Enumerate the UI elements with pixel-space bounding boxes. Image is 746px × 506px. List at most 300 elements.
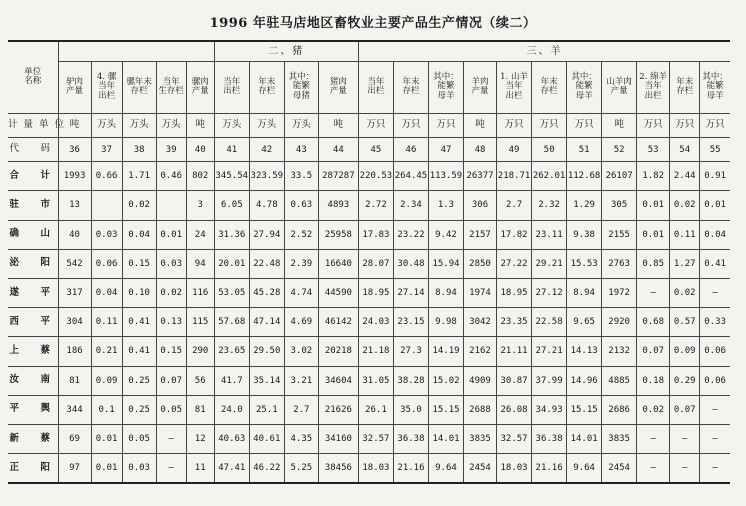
data-cell: 0.03	[122, 454, 156, 483]
data-cell: 44590	[318, 279, 358, 308]
data-cell: 22.58	[532, 308, 567, 337]
data-cell: 2688	[464, 395, 497, 424]
data-cell: 2.7	[284, 395, 318, 424]
data-cell: 0.02	[637, 395, 670, 424]
data-cell: 18.95	[358, 279, 393, 308]
column-header: 其中： 能繁 母猪	[284, 61, 318, 113]
data-cell: 290	[186, 337, 214, 366]
data-cell: 4893	[318, 191, 358, 220]
code-cell: 43	[284, 138, 318, 162]
unit-cell: 万头	[156, 113, 186, 137]
data-cell: 0.02	[122, 191, 156, 220]
units-row-label: 计量单位	[8, 113, 58, 137]
unit-cell: 万头	[91, 113, 122, 137]
unit-cell: 万只	[428, 113, 463, 137]
data-cell: 113.59	[428, 162, 463, 191]
data-cell: 1.71	[122, 162, 156, 191]
code-cell: 53	[637, 138, 670, 162]
data-cell: 29.50	[249, 337, 284, 366]
data-cell: 33.5	[284, 162, 318, 191]
data-cell: —	[700, 395, 730, 424]
data-cell: 40	[58, 220, 91, 249]
data-cell: 26.08	[497, 395, 532, 424]
code-cell: 54	[670, 138, 700, 162]
code-cell: 42	[249, 138, 284, 162]
data-cell: 186	[58, 337, 91, 366]
data-cell: 8.94	[567, 279, 602, 308]
row-name: 平 舆	[8, 395, 58, 424]
column-header: 年末 存栏	[532, 61, 567, 113]
data-cell: 0.25	[122, 395, 156, 424]
data-cell: 15.53	[567, 249, 602, 278]
data-cell: 0.01	[156, 220, 186, 249]
data-cell: 27.21	[532, 337, 567, 366]
data-cell: 29.21	[532, 249, 567, 278]
data-cell: 25958	[318, 220, 358, 249]
data-cell: 2157	[464, 220, 497, 249]
data-cell: 46142	[318, 308, 358, 337]
data-cell: 37.99	[532, 366, 567, 395]
row-name: 新 蔡	[8, 424, 58, 453]
data-cell: 0.09	[670, 337, 700, 366]
data-cell: 0.05	[156, 395, 186, 424]
unit-cell: 万只	[700, 113, 730, 137]
data-cell: 802	[186, 162, 214, 191]
code-cell: 45	[358, 138, 393, 162]
data-cell: 56	[186, 366, 214, 395]
data-cell: 1974	[464, 279, 497, 308]
data-cell: 97	[58, 454, 91, 483]
data-cell: 218.71	[497, 162, 532, 191]
table-row	[8, 220, 730, 249]
code-cell: 46	[393, 138, 428, 162]
data-cell: 14.01	[428, 424, 463, 453]
data-cell: 5.25	[284, 454, 318, 483]
data-cell: 21.16	[532, 454, 567, 483]
data-cell: 23.15	[393, 308, 428, 337]
data-cell: —	[156, 454, 186, 483]
data-cell: 345.54	[214, 162, 249, 191]
data-cell: 34160	[318, 424, 358, 453]
column-header: 年末 存栏	[670, 61, 700, 113]
data-cell: 305	[602, 191, 637, 220]
data-cell: 14.13	[567, 337, 602, 366]
data-cell: 0.01	[700, 191, 730, 220]
column-header: 年末 存栏	[249, 61, 284, 113]
row-name: 上 蔡	[8, 337, 58, 366]
code-cell: 36	[58, 138, 91, 162]
data-cell: 4.74	[284, 279, 318, 308]
data-cell: 2.72	[358, 191, 393, 220]
data-cell: 24.0	[214, 395, 249, 424]
data-cell: 9.64	[567, 454, 602, 483]
data-cell: 2162	[464, 337, 497, 366]
unit-cell: 吨	[602, 113, 637, 137]
data-cell: 0.25	[122, 366, 156, 395]
data-cell: 0.07	[637, 337, 670, 366]
data-cell: 115	[186, 308, 214, 337]
data-cell: 20.01	[214, 249, 249, 278]
data-cell: 21.11	[497, 337, 532, 366]
code-cell: 51	[567, 138, 602, 162]
data-cell: 46.22	[249, 454, 284, 483]
data-cell: 0.68	[637, 308, 670, 337]
data-cell: 14.19	[428, 337, 463, 366]
data-cell: 0.15	[122, 249, 156, 278]
data-cell: 4909	[464, 366, 497, 395]
data-cell: 116	[186, 279, 214, 308]
data-cell: 0.33	[700, 308, 730, 337]
column-header: 当年 出栏	[214, 61, 249, 113]
data-cell: 2.32	[532, 191, 567, 220]
table-title: 1996 年驻马店地区畜牧业主要产品生产情况（续二）	[209, 16, 537, 31]
data-cell: 2763	[602, 249, 637, 278]
column-header: 当年 出栏	[358, 61, 393, 113]
data-cell: 0.07	[156, 366, 186, 395]
code-cell: 49	[497, 138, 532, 162]
code-cell: 47	[428, 138, 463, 162]
data-cell: 287287	[318, 162, 358, 191]
unit-cell: 万头	[214, 113, 249, 137]
data-cell: 34.93	[532, 395, 567, 424]
row-name: 驻 市	[8, 191, 58, 220]
data-cell: 344	[58, 395, 91, 424]
data-cell: 35.0	[393, 395, 428, 424]
data-cell: 27.12	[532, 279, 567, 308]
data-cell: 9.38	[567, 220, 602, 249]
data-cell: 23.35	[497, 308, 532, 337]
unit-cell: 万只	[567, 113, 602, 137]
column-header: 骡肉 产量	[186, 61, 214, 113]
data-cell: 26377	[464, 162, 497, 191]
data-cell: 306	[464, 191, 497, 220]
code-cell: 37	[91, 138, 122, 162]
data-cell: 0.04	[91, 279, 122, 308]
data-cell: —	[700, 424, 730, 453]
data-cell: 0.01	[637, 191, 670, 220]
data-cell: 13	[58, 191, 91, 220]
data-cell: 304	[58, 308, 91, 337]
data-cell: 24	[186, 220, 214, 249]
table-row	[8, 249, 730, 278]
data-cell: 0.15	[156, 337, 186, 366]
data-cell: —	[156, 424, 186, 453]
data-cell: 2850	[464, 249, 497, 278]
data-cell: 0.91	[700, 162, 730, 191]
data-cell: 18.03	[358, 454, 393, 483]
row-name: 西 平	[8, 308, 58, 337]
data-cell: 1.3	[428, 191, 463, 220]
row-name: 汝 南	[8, 366, 58, 395]
unit-cell: 万头	[122, 113, 156, 137]
row-name: 确 山	[8, 220, 58, 249]
data-cell: —	[700, 454, 730, 483]
code-cell: 40	[186, 138, 214, 162]
data-cell: 0.09	[91, 366, 122, 395]
data-cell	[91, 191, 122, 220]
data-cell: 23.65	[214, 337, 249, 366]
data-cell: 0.06	[700, 366, 730, 395]
data-cell: 35.14	[249, 366, 284, 395]
data-cell: 9.65	[567, 308, 602, 337]
data-cell: 16640	[318, 249, 358, 278]
group-sheep: 三、羊	[358, 41, 730, 61]
data-cell: 15.02	[428, 366, 463, 395]
data-cell: 0.46	[156, 162, 186, 191]
column-header: 1. 山羊 当年 出栏	[497, 61, 532, 113]
data-cell: 1972	[602, 279, 637, 308]
data-cell: 3	[186, 191, 214, 220]
data-cell: 0.63	[284, 191, 318, 220]
data-cell: 0.11	[670, 220, 700, 249]
column-header: 羊肉 产量	[464, 61, 497, 113]
data-cell: 4.35	[284, 424, 318, 453]
data-cell: 1993	[58, 162, 91, 191]
data-cell: 2132	[602, 337, 637, 366]
data-cell: 30.48	[393, 249, 428, 278]
data-cell: 0.11	[91, 308, 122, 337]
data-cell: 20218	[318, 337, 358, 366]
data-cell: 1.29	[567, 191, 602, 220]
data-cell: 17.83	[358, 220, 393, 249]
data-cell: 262.01	[532, 162, 567, 191]
column-header: 2. 绵羊 当年 出栏	[637, 61, 670, 113]
data-cell: 31.05	[358, 366, 393, 395]
data-cell: 542	[58, 249, 91, 278]
data-cell: 26.1	[358, 395, 393, 424]
data-cell: 31.36	[214, 220, 249, 249]
table-row	[8, 279, 730, 308]
data-cell: 0.29	[670, 366, 700, 395]
data-cell: 2.34	[393, 191, 428, 220]
row-name: 泌 阳	[8, 249, 58, 278]
data-cell: 32.57	[358, 424, 393, 453]
unit-cell: 万只	[393, 113, 428, 137]
data-cell: 45.28	[249, 279, 284, 308]
data-cell: 24.03	[358, 308, 393, 337]
data-cell: 0.04	[700, 220, 730, 249]
data-cell: 36.38	[393, 424, 428, 453]
row-name: 合 计	[8, 162, 58, 191]
data-cell: 53.05	[214, 279, 249, 308]
row-name: 遂 平	[8, 279, 58, 308]
column-header: 年末 存栏	[393, 61, 428, 113]
data-cell: —	[637, 454, 670, 483]
table-row	[8, 366, 730, 395]
data-cell: 3042	[464, 308, 497, 337]
data-cell: 9.98	[428, 308, 463, 337]
code-cell: 39	[156, 138, 186, 162]
data-cell: 0.05	[122, 424, 156, 453]
data-cell: 26107	[602, 162, 637, 191]
data-cell: 317	[58, 279, 91, 308]
data-cell: 2686	[602, 395, 637, 424]
data-cell: 0.06	[700, 337, 730, 366]
unit-cell: 吨	[58, 113, 91, 137]
column-header: 骡年末 存栏	[122, 61, 156, 113]
data-cell: 69	[58, 424, 91, 453]
data-cell: 23.11	[532, 220, 567, 249]
table-row	[8, 395, 730, 424]
data-cell: 0.41	[122, 337, 156, 366]
data-cell: 57.68	[214, 308, 249, 337]
data-cell: 4885	[602, 366, 637, 395]
data-cell: —	[670, 424, 700, 453]
data-cell: 81	[58, 366, 91, 395]
data-cell: —	[637, 424, 670, 453]
data-cell: 1.82	[637, 162, 670, 191]
data-cell: 38456	[318, 454, 358, 483]
table-row	[8, 191, 730, 220]
code-cell: 50	[532, 138, 567, 162]
data-cell: 323.59	[249, 162, 284, 191]
data-cell: 14.01	[567, 424, 602, 453]
column-header: 4. 骡 当年 出栏	[91, 61, 122, 113]
unit-cell: 万头	[284, 113, 318, 137]
data-cell: 17.82	[497, 220, 532, 249]
data-cell: 40.61	[249, 424, 284, 453]
data-cell: 2.52	[284, 220, 318, 249]
table-row	[8, 454, 730, 483]
unit-cell: 万头	[249, 113, 284, 137]
data-cell: 0.04	[122, 220, 156, 249]
column-header: 其中： 能繁 母羊	[567, 61, 602, 113]
data-cell: 28.07	[358, 249, 393, 278]
data-cell: 3835	[602, 424, 637, 453]
data-cell: 6.05	[214, 191, 249, 220]
data-cell: 30.87	[497, 366, 532, 395]
code-cell: 41	[214, 138, 249, 162]
data-cell: 27.3	[393, 337, 428, 366]
data-cell: 220.53	[358, 162, 393, 191]
data-cell: 4.69	[284, 308, 318, 337]
data-cell: 38.28	[393, 366, 428, 395]
data-cell: 15.15	[428, 395, 463, 424]
data-cell: 0.1	[91, 395, 122, 424]
data-cell: 0.18	[637, 366, 670, 395]
data-cell: 27.22	[497, 249, 532, 278]
data-cell: 9.64	[428, 454, 463, 483]
data-cell: 27.94	[249, 220, 284, 249]
data-cell: 18.95	[497, 279, 532, 308]
data-cell: 3835	[464, 424, 497, 453]
data-cell: 0.02	[156, 279, 186, 308]
column-header: 其中： 能繁 母羊	[700, 61, 730, 113]
data-cell: 41.7	[214, 366, 249, 395]
table-row	[8, 162, 730, 191]
table-row	[8, 337, 730, 366]
data-cell: 21.16	[393, 454, 428, 483]
group-blank	[58, 41, 214, 61]
table-row	[8, 424, 730, 453]
group-pig: 二、猪	[214, 41, 358, 61]
column-header: 当年 生存栏	[156, 61, 186, 113]
unit-cell: 吨	[186, 113, 214, 137]
data-cell: —	[637, 279, 670, 308]
data-cell: 0.06	[91, 249, 122, 278]
unit-name-header: 单位 名称	[8, 41, 58, 113]
data-cell: 0.13	[156, 308, 186, 337]
data-cell: 0.02	[670, 279, 700, 308]
unit-cell: 吨	[464, 113, 497, 137]
column-header: 山羊肉 产量	[602, 61, 637, 113]
data-cell: 32.57	[497, 424, 532, 453]
code-cell: 52	[602, 138, 637, 162]
data-cell: 2.7	[497, 191, 532, 220]
data-cell: 0.03	[156, 249, 186, 278]
row-name: 正 阳	[8, 454, 58, 483]
data-cell: 21626	[318, 395, 358, 424]
code-cell: 38	[122, 138, 156, 162]
data-cell: 21.18	[358, 337, 393, 366]
data-cell: 0.57	[670, 308, 700, 337]
data-cell: 3.02	[284, 337, 318, 366]
data-cell: 47.14	[249, 308, 284, 337]
data-cell: 0.85	[637, 249, 670, 278]
column-header: 其中： 能繁 母羊	[428, 61, 463, 113]
data-cell: 23.22	[393, 220, 428, 249]
data-cell: 25.1	[249, 395, 284, 424]
unit-cell: 万只	[532, 113, 567, 137]
data-cell: 0.01	[91, 424, 122, 453]
data-cell: 0.01	[637, 220, 670, 249]
unit-cell: 万只	[358, 113, 393, 137]
data-cell: 0.07	[670, 395, 700, 424]
data-cell: 15.15	[567, 395, 602, 424]
code-cell: 55	[700, 138, 730, 162]
data-cell: 2.44	[670, 162, 700, 191]
data-cell: 4.78	[249, 191, 284, 220]
data-cell: 14.96	[567, 366, 602, 395]
unit-cell: 万只	[670, 113, 700, 137]
data-cell: 112.68	[567, 162, 602, 191]
data-cell: 11	[186, 454, 214, 483]
data-cell: 94	[186, 249, 214, 278]
code-cell: 48	[464, 138, 497, 162]
data-cell: 0.03	[91, 220, 122, 249]
unit-cell: 吨	[318, 113, 358, 137]
data-cell: 2155	[602, 220, 637, 249]
data-cell: 9.42	[428, 220, 463, 249]
data-cell: 81	[186, 395, 214, 424]
data-cell: 2454	[602, 454, 637, 483]
code-row-label: 代 码	[8, 138, 58, 162]
data-cell: 2920	[602, 308, 637, 337]
data-cell: 18.03	[497, 454, 532, 483]
data-cell: 0.21	[91, 337, 122, 366]
table-row	[8, 308, 730, 337]
code-cell: 44	[318, 138, 358, 162]
data-cell: 0.01	[91, 454, 122, 483]
data-cell: 264.45	[393, 162, 428, 191]
data-cell: 2454	[464, 454, 497, 483]
data-cell: 0.02	[670, 191, 700, 220]
data-cell: 3.21	[284, 366, 318, 395]
column-header: 驴肉 产量	[58, 61, 91, 113]
unit-cell: 万只	[497, 113, 532, 137]
data-cell: 47.41	[214, 454, 249, 483]
data-cell: 0.10	[122, 279, 156, 308]
data-cell: 34604	[318, 366, 358, 395]
data-cell: 0.41	[700, 249, 730, 278]
data-cell: 40.63	[214, 424, 249, 453]
data-cell: 2.39	[284, 249, 318, 278]
data-cell: 1.27	[670, 249, 700, 278]
data-cell: 36.38	[532, 424, 567, 453]
data-cell: 27.14	[393, 279, 428, 308]
data-cell: —	[700, 279, 730, 308]
data-cell: 8.94	[428, 279, 463, 308]
